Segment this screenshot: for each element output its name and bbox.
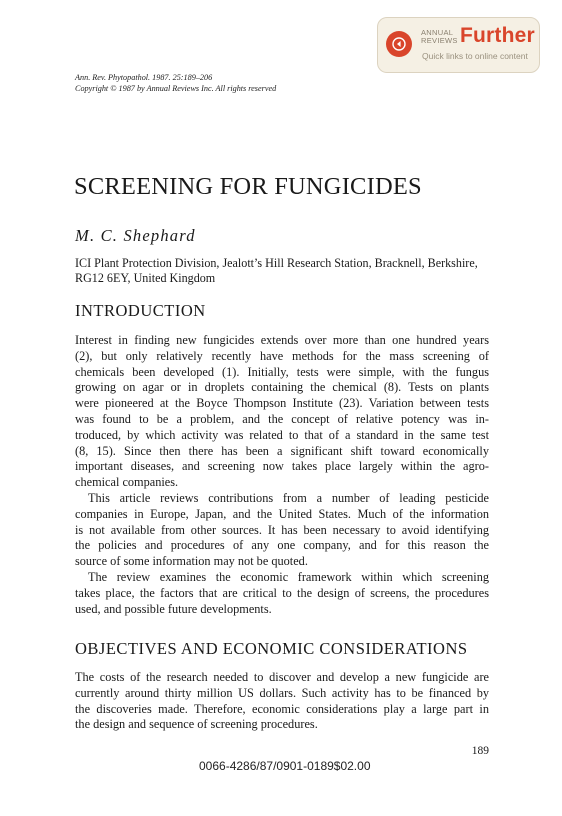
text-line: used, and possible future developments. [75,601,272,616]
text-line: The costs of the research needed to discover and develop a new fungicide are [75,670,489,684]
text-line: companies in Europe, Japan, and the United States. Much of the information [75,506,489,521]
text-line: The review examines the economic framework within which screening [88,570,489,584]
article-code: 0066-4286/87/0901-0189$02.00 [199,759,371,773]
text-line: troduced, by which activity was related to that of a standard in the same test [75,427,489,442]
section-heading-introduction: INTRODUCTION [75,301,206,320]
text-line: (2), but only relatively recently have methods for the mass screening of [75,348,489,363]
journal-copyright: Copyright © 1987 by Annual Reviews Inc. All rights reserved [75,84,277,93]
text-line: was found to be a problem, and the concept of relative potency was in- [75,411,489,426]
journal-citation: Ann. Rev. Phytopathol. 1987. 25:189–206 [75,73,213,82]
article-title: SCREENING FOR FUNGICIDES [74,173,422,200]
affiliation-line: RG12 6EY, United Kingdom [75,271,216,285]
text-line: Interest in finding new fungicides extends over more than one hundred years [75,333,489,347]
text-line: is not available from other sources. It has been necessary to avoid identifying [75,522,489,537]
text-line: (8, 15). Since then there has been a significant shift toward economically [75,443,489,458]
author-affiliation [75,256,489,286]
text-line: chemicals been developed (1). Initially, tests were simple, with the fungus [75,364,489,379]
body-paragraph [75,333,489,491]
affiliation-line: ICI Plant Protection Division, Jealott’s Hill Research Station, Bracknell, Berkshire, [75,256,478,270]
annual-reviews-logo-text [421,29,461,45]
page-number: 189 [471,745,489,757]
journal-header [75,72,276,94]
section-heading-objectives: OBJECTIVES AND ECONOMIC CONSIDERATIONS [75,639,468,658]
text-line: the discoveries made. Therefore, economic considerations play a large part in [75,701,489,716]
badge-further-label: Further [460,24,535,47]
text-line: the design and sequence of screening procedures. [75,717,318,732]
text-line: source of some information may not be quoted. [75,554,308,569]
text-line: currently around thirty million US dollars. Such activity has to be financed by [75,685,489,700]
text-line: takes place, the factors that are critical to the design of screens, the procedures [75,585,489,600]
annual-reviews-further-link[interactable] [377,17,540,73]
text-line: important diseases, and screening now takes place largely within the agro- [75,459,489,474]
body-paragraph [75,670,489,733]
body-paragraph [75,491,489,570]
text-line: were pioneered at the Boyce Thompson Institute (23). Variation between tests [75,396,489,411]
article-author: M. C. Shephard [75,226,196,245]
text-line: the policies and procedures of any one company, and for this reason the [75,538,489,553]
text-line: This article reviews contributions from a number of leading pesticide [88,491,489,505]
text-line: growing on agar or in droplets containing the chemical (8). Tests on plants [75,380,489,395]
badge-second-line: REVIEWS [421,36,458,45]
badge-subtitle: Quick links to online content [422,51,528,61]
badge-top-line: ANNUAL [421,28,454,37]
text-line: chemical companies. [75,475,179,490]
play-arrow-icon [386,31,412,57]
body-paragraph [75,570,489,617]
